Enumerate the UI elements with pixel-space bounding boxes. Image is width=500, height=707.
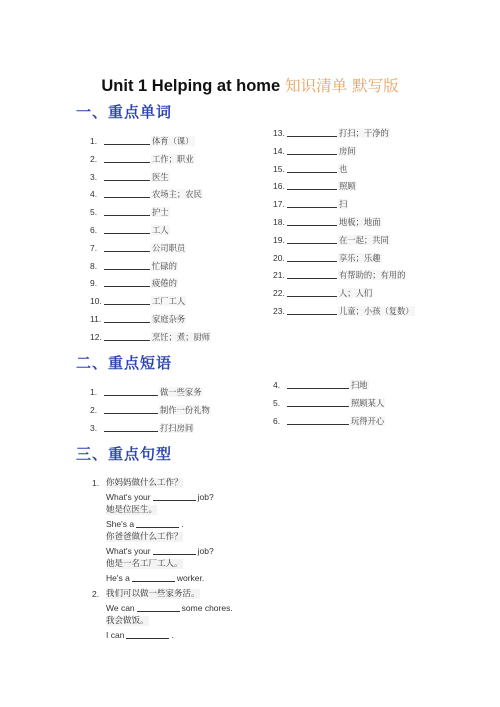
sentence-chinese: 我们可以做一些家务活。 (106, 589, 200, 599)
item-meaning: 享乐；乐趣 (339, 252, 381, 263)
item-meaning: 烹饪；煮；厨师 (152, 331, 211, 342)
answer-blank[interactable] (104, 135, 150, 145)
sentence-english: We can some chores. (106, 603, 233, 613)
title-chinese: 知识清单 默写版 (285, 77, 399, 95)
answer-blank[interactable] (287, 145, 337, 155)
word-item (90, 188, 203, 200)
answer-blank[interactable] (287, 269, 337, 279)
word-item (90, 171, 170, 183)
item-number: 16. (273, 181, 285, 192)
sentence-chinese: 你妈妈做什么工作？ (106, 478, 183, 488)
answer-blank[interactable] (287, 397, 349, 407)
item-number: 4. (90, 189, 98, 200)
sentence-chinese: 我会做饭。 (106, 616, 149, 626)
item-number: 6. (273, 416, 281, 426)
item-meaning: 打扫；干净的 (339, 128, 389, 138)
phrase-item (90, 404, 211, 416)
section-heading-words: 一、重点单词 (76, 103, 173, 121)
word-item (273, 127, 390, 139)
item-meaning: 打扫房间 (160, 423, 194, 433)
word-item (90, 277, 178, 289)
item-number: 23. (273, 306, 285, 316)
answer-blank[interactable] (104, 313, 150, 323)
item-meaning: 家庭杂务 (152, 314, 186, 324)
word-item (273, 234, 390, 246)
item-number: 21. (273, 270, 285, 281)
sentence-english: I can . (106, 630, 174, 640)
item-number: 1. (90, 387, 98, 397)
item-number: 6. (90, 225, 98, 235)
answer-blank[interactable] (287, 216, 337, 226)
item-number: 15. (273, 163, 285, 174)
answer-blank[interactable] (287, 415, 349, 425)
item-meaning: 医生 (152, 171, 169, 182)
item-meaning: 护士 (152, 207, 169, 218)
item-number: 13. (273, 128, 285, 138)
sentence-english: He's a worker. (106, 573, 205, 583)
item-number: 19. (273, 234, 285, 245)
sentence-chinese: 你爸爸做什么工作？ (106, 532, 183, 542)
title-english: Unit 1 Helping at home (101, 77, 281, 95)
answer-blank[interactable] (104, 422, 158, 432)
answer-blank[interactable] (153, 545, 196, 555)
item-number: 17. (273, 199, 285, 210)
item-number: 14. (273, 145, 285, 156)
item-number: 5. (273, 398, 281, 408)
answer-blank[interactable] (287, 198, 337, 208)
item-number: 20. (273, 252, 285, 263)
phrase-item (90, 386, 203, 398)
item-number: 18. (273, 217, 285, 227)
item-number: 11. (90, 314, 102, 324)
section-heading-sentences: 三、重点句型 (76, 445, 173, 463)
answer-blank[interactable] (104, 295, 150, 305)
answer-blank[interactable] (287, 163, 337, 173)
word-item (273, 198, 348, 210)
answer-blank[interactable] (104, 242, 150, 252)
item-meaning: 体育（课） (152, 136, 194, 146)
sentence-chinese: 他是一名工厂工人。 (106, 559, 183, 569)
phrase-item (90, 422, 194, 434)
sentence-number: 2. (92, 589, 100, 599)
item-meaning: 照顾 (339, 181, 356, 192)
item-number: 3. (90, 423, 98, 433)
sentence-english: She's a . (106, 519, 184, 529)
answer-blank[interactable] (287, 180, 337, 190)
item-number: 12. (90, 331, 102, 342)
answer-blank[interactable] (104, 404, 158, 414)
answer-blank[interactable] (287, 287, 337, 297)
word-item (90, 224, 170, 236)
item-meaning: 疲倦的 (152, 278, 177, 289)
word-item (90, 153, 195, 165)
item-number: 4. (273, 380, 281, 390)
phrase-item (273, 379, 369, 391)
item-meaning: 玩得开心 (351, 416, 385, 426)
item-meaning: 公司职员 (152, 242, 186, 253)
item-meaning: 扫地 (351, 380, 368, 390)
item-number: 8. (90, 260, 98, 271)
item-meaning: 儿童；小孩（复数） (339, 306, 414, 316)
item-meaning: 在一起；共同 (339, 234, 389, 245)
word-item (273, 287, 373, 299)
answer-blank[interactable] (104, 224, 150, 234)
word-item (90, 135, 195, 147)
item-meaning: 制作一份礼物 (160, 405, 210, 415)
answer-blank[interactable] (132, 572, 175, 582)
item-number: 2. (90, 153, 98, 164)
phrase-item (273, 415, 385, 427)
word-item (273, 216, 382, 228)
answer-blank[interactable] (137, 602, 180, 612)
item-meaning: 工作；职业 (152, 153, 194, 164)
word-item (273, 305, 415, 317)
answer-blank[interactable] (287, 127, 337, 137)
word-item (90, 295, 186, 307)
answer-blank[interactable] (104, 188, 150, 198)
item-number: 9. (90, 278, 98, 289)
answer-blank[interactable] (136, 518, 179, 528)
word-item (90, 313, 186, 325)
item-meaning: 忙碌的 (152, 260, 177, 271)
word-item (273, 145, 357, 157)
item-number: 1. (90, 136, 98, 146)
item-meaning: 地板；地面 (339, 217, 381, 227)
item-number: 22. (273, 288, 285, 299)
answer-blank[interactable] (104, 153, 150, 163)
sentence-english: What's your job? (106, 492, 214, 502)
item-number: 7. (90, 242, 98, 253)
item-meaning: 有帮助的；有用的 (339, 270, 406, 281)
answer-blank[interactable] (126, 629, 169, 639)
answer-blank[interactable] (104, 331, 150, 341)
word-item (90, 331, 211, 343)
item-meaning: 农场主；农民 (152, 189, 202, 200)
phrase-item (273, 397, 385, 409)
word-item (90, 260, 178, 272)
item-meaning: 也 (339, 163, 348, 174)
item-meaning: 人；人们 (339, 288, 373, 299)
answer-blank[interactable] (287, 234, 337, 244)
answer-blank[interactable] (104, 260, 150, 270)
word-item (273, 180, 357, 192)
item-meaning: 工人 (152, 225, 169, 235)
item-number: 5. (90, 207, 98, 218)
answer-blank[interactable] (104, 171, 150, 181)
answer-blank[interactable] (287, 305, 337, 315)
answer-blank[interactable] (287, 379, 349, 389)
item-number: 2. (90, 405, 98, 415)
answer-blank[interactable] (104, 277, 150, 287)
item-number: 10. (90, 296, 102, 307)
item-meaning: 照顾某人 (351, 398, 385, 408)
answer-blank[interactable] (104, 206, 150, 216)
page-title (0, 74, 500, 96)
item-meaning: 做一些家务 (160, 387, 202, 397)
word-item (273, 269, 406, 281)
word-item (90, 206, 170, 218)
section-heading-phrases: 二、重点短语 (76, 354, 173, 372)
item-meaning: 扫 (339, 199, 348, 210)
sentence-number: 1. (92, 478, 100, 488)
word-item (273, 252, 382, 264)
answer-blank[interactable] (153, 491, 196, 501)
sentence-chinese: 她是位医生。 (106, 505, 158, 515)
answer-blank[interactable] (104, 386, 158, 396)
sentence-english: What's your job? (106, 546, 214, 556)
item-meaning: 房间 (339, 145, 356, 156)
word-item (90, 242, 186, 254)
item-number: 3. (90, 171, 98, 182)
answer-blank[interactable] (287, 252, 337, 262)
item-meaning: 工厂工人 (152, 296, 186, 307)
word-item (273, 163, 348, 175)
